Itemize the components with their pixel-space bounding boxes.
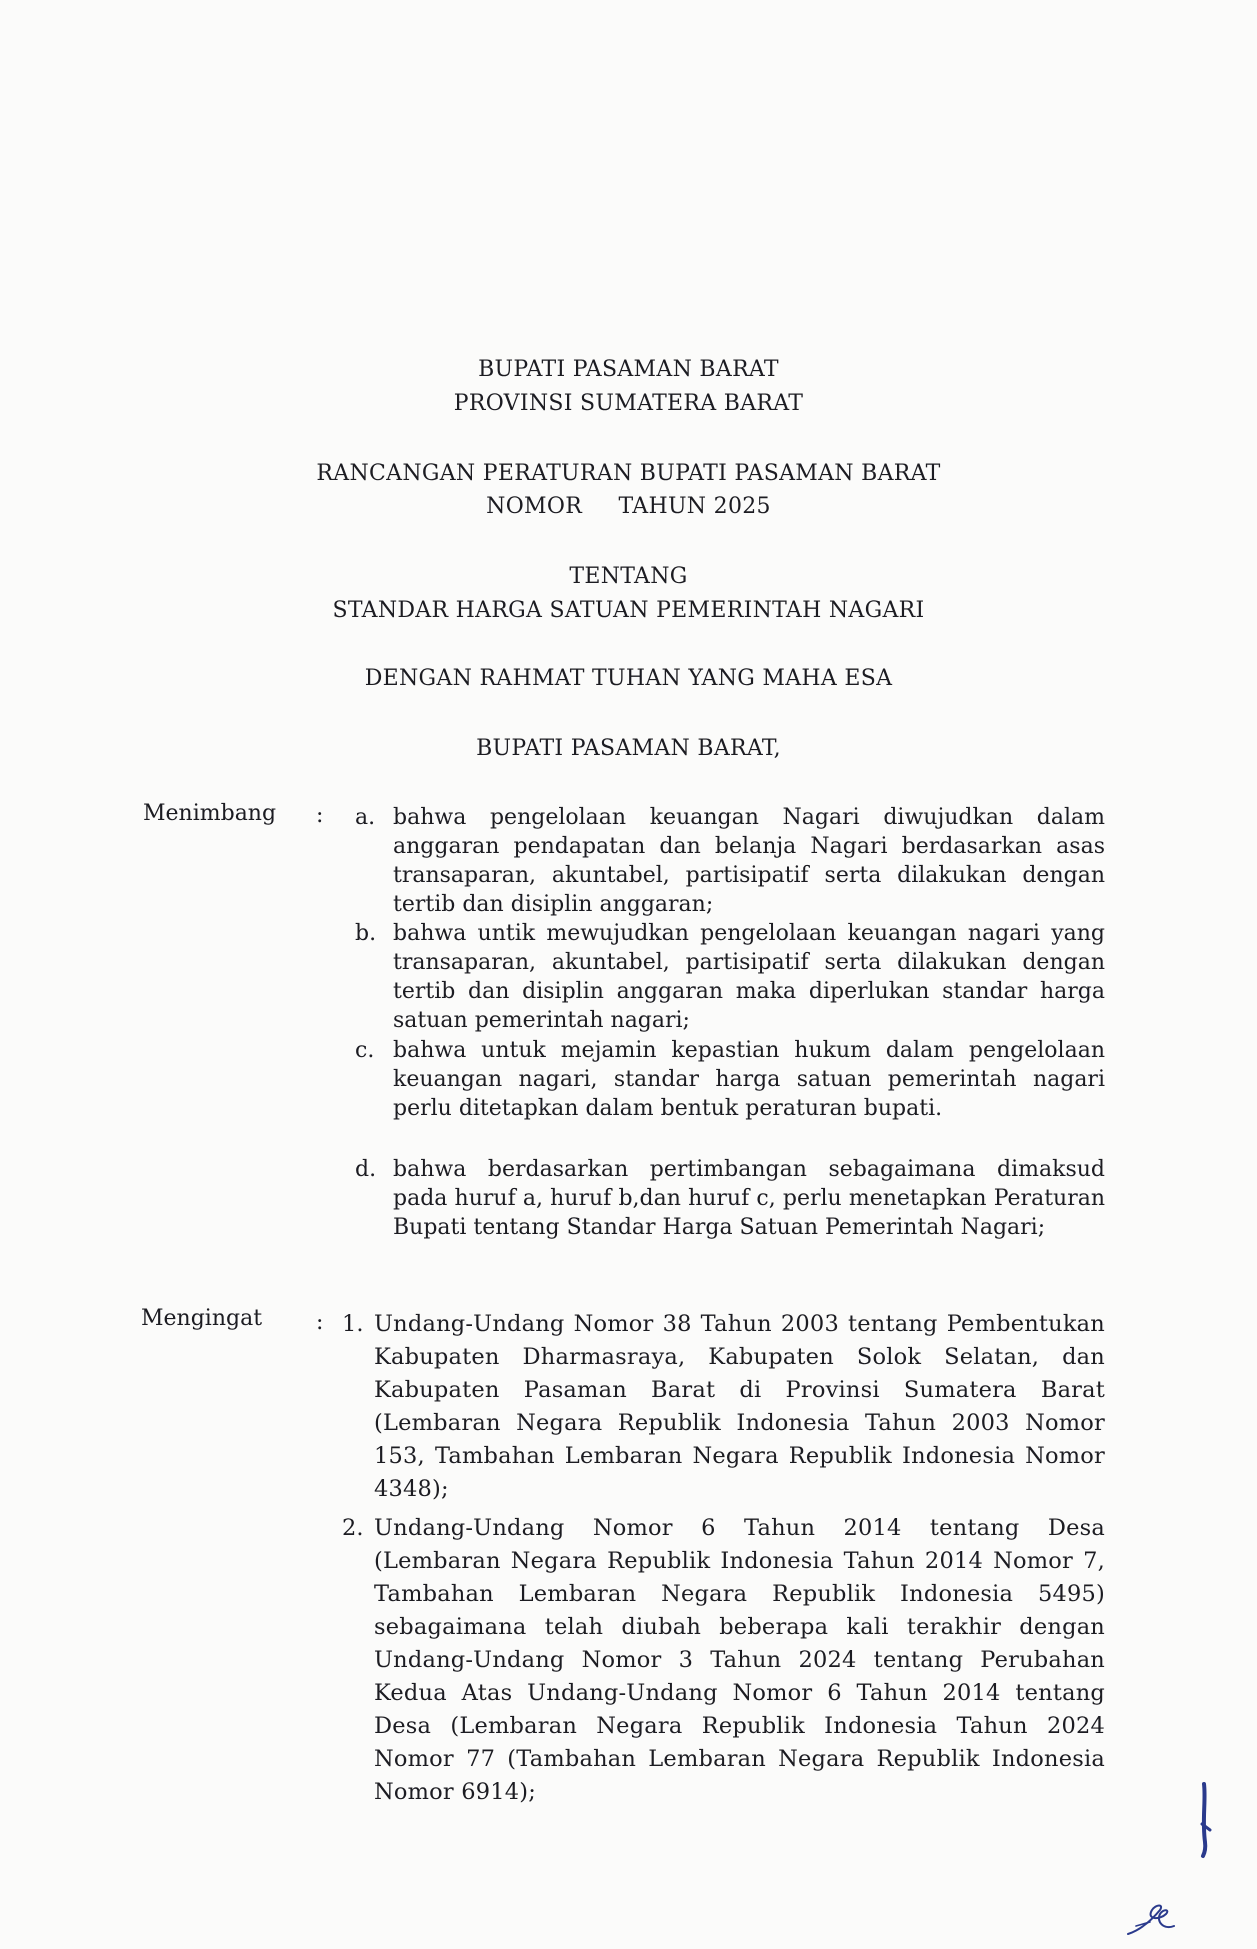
item-marker: a. <box>355 805 376 830</box>
menimbang-colon: : <box>316 803 324 828</box>
item-text: Undang-Undang Nomor 38 Tahun 2003 tentang Pembentukan Kabupaten Dharmasraya, Kabupaten Solok Selatan, dan Kabupaten Pasaman Barat di Provinsi Sumatera Barat (Lembaran Negara Republik Indonesia Tahun 2003 Nomor 153, Tambahan Lembaran Negara Republik Indonesia Nomor 4348); <box>374 1311 1105 1502</box>
item-marker: c. <box>355 1038 375 1063</box>
item-text: bahwa berdasarkan pertimbangan sebagaimana dimaksud pada huruf a, huruf b,dan huruf c, perlu menetapkan Peraturan Bupati tentang Standar Harga Satuan Pemerintah Nagari; <box>393 1157 1105 1240</box>
item-marker: 2. <box>342 1515 364 1541</box>
paraf-stroke-icon <box>1190 1780 1220 1860</box>
item-text: bahwa untik mewujudkan pengelolaan keuangan nagari yang transaparan, akuntabel, partisipatif serta dilakukan dengan tertib dan disiplin anggaran maka diperlukan standar harga satuan pemerintah nagari; <box>393 921 1105 1033</box>
item-marker: b. <box>355 921 377 946</box>
menimbang-item-b <box>355 919 1105 1037</box>
mengingat-colon: : <box>316 1310 324 1335</box>
menimbang-item-c <box>355 1036 1105 1154</box>
issuer-salutation: BUPATI PASAMAN BARAT, <box>476 736 781 761</box>
regulation-subject: STANDAR HARGA SATUAN PEMERINTAH NAGARI <box>332 598 925 623</box>
menimbang-label: Menimbang <box>143 801 277 826</box>
menimbang-item-a <box>355 803 1105 921</box>
regulation-title: RANCANGAN PERATURAN BUPATI PASAMAN BARAT <box>316 461 941 486</box>
item-text: bahwa untuk mejamin kepastian hukum dalam pengelolaan keuangan nagari, standar harga satuan pemerintah nagari perlu ditetapkan dalam bentuk peraturan bupati. <box>393 1038 1105 1121</box>
item-text: bahwa pengelolaan keuangan Nagari diwujudkan dalam anggaran pendapatan dan belanja Nagari berdasarkan asas transaparan, akuntabel, partisipatif serta dilakukan dengan tertib dan disiplin anggaran; <box>393 805 1105 917</box>
province-title: PROVINSI SUMATERA BARAT <box>453 391 804 416</box>
invocation: DENGAN RAHMAT TUHAN YANG MAHA ESA <box>364 666 893 691</box>
menimbang-item-d <box>355 1155 1105 1273</box>
tentang-heading: TENTANG <box>569 564 688 589</box>
mengingat-item-2 <box>342 1512 1105 1817</box>
regulation-number: NOMOR TAHUN 2025 <box>486 494 771 519</box>
item-text: Undang-Undang Nomor 6 Tahun 2014 tentang Desa (Lembaran Negara Republik Indonesia Tahun 2014 Nomor 7, Tambahan Lembaran Negara Republik Indonesia 5495) sebagaimana telah diubah beberapa kali terakhir dengan Undang-Undang Nomor 3 Tahun 2024 tentang Perubahan Kedua Atas Undang-Undang Nomor 6 Tahun 2014 tentang Desa (Lembaran Negara Republik Indonesia Tahun 2024 Nomor 77 (Tambahan Lembaran Negara Republik Indonesia Nomor 6914); <box>374 1515 1105 1805</box>
issuer-title: BUPATI PASAMAN BARAT <box>478 357 779 382</box>
paraf-initial-icon <box>1120 1900 1180 1940</box>
mengingat-item-1 <box>342 1308 1105 1513</box>
item-marker: 1. <box>342 1311 364 1337</box>
mengingat-label: Mengingat <box>141 1306 263 1331</box>
item-marker: d. <box>355 1157 377 1182</box>
